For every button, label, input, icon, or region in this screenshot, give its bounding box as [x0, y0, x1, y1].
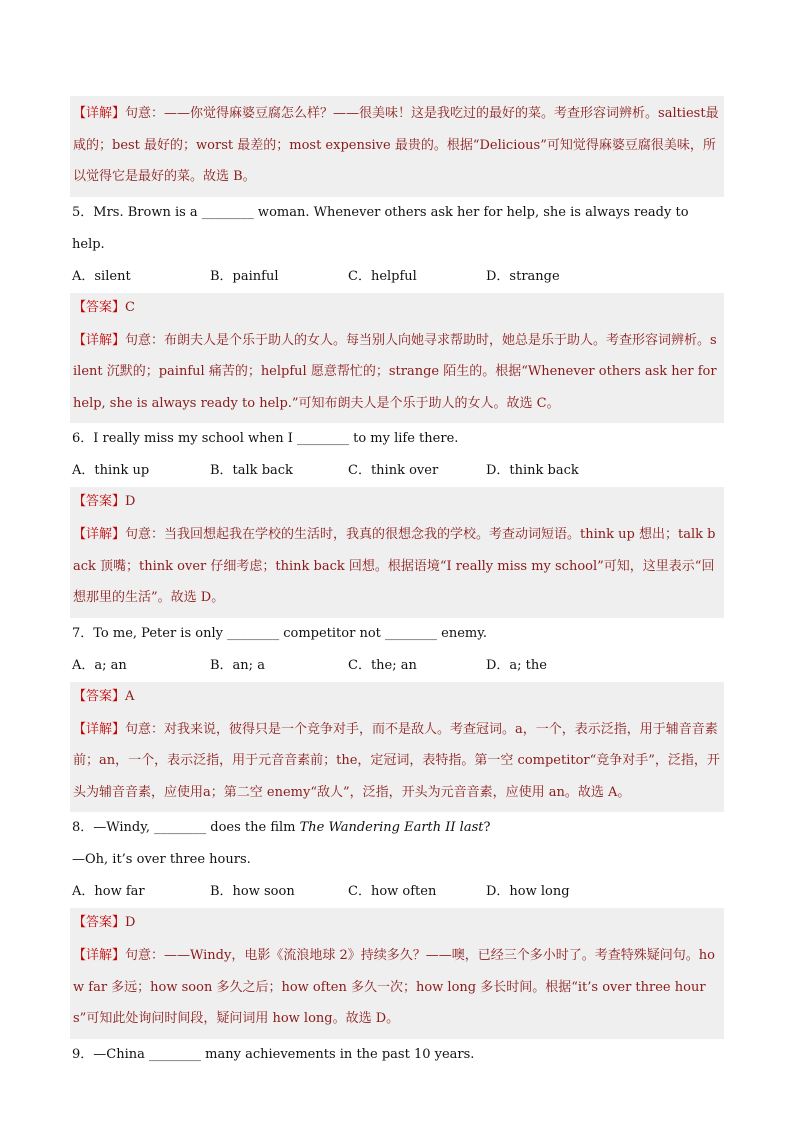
option-a: A．a; an	[72, 657, 127, 673]
question-8-stem-end: ?	[483, 820, 491, 835]
question-9-stem: 9．—China ________ many achievements in the past 10 years.	[72, 1046, 475, 1062]
answer-block-q6	[70, 487, 724, 517]
option-a: A．silent	[72, 268, 131, 284]
explanation-block-q5	[70, 323, 724, 424]
explanation-tag: 【详解】	[73, 948, 126, 963]
explanation-block-q7	[70, 712, 724, 813]
question-8-stem	[70, 812, 724, 844]
explanation-tag: 【详解】	[73, 106, 126, 121]
answer-tag: 【答案】	[73, 915, 126, 930]
answer-tag: 【答案】	[73, 688, 126, 704]
answer-block-q5	[70, 293, 724, 323]
question-8-reply: —Oh, it’s over three hours.	[72, 852, 251, 867]
explanation-text: 句意：——你觉得麻婆豆腐怎么样？——很美味！这是我吃过的最好的菜。考查形容词辨析。saltiest最咸的；best 最好的；worst 最差的；most expensive 最贵的。根据“Delicious”可知觉得麻婆豆腐很美味，所以觉得它是最好的菜。故选 B。	[73, 106, 719, 184]
question-8-options	[70, 876, 724, 908]
option-c: C．the; an	[348, 657, 417, 673]
option-a: A．think up	[72, 463, 150, 478]
answer-value: C	[125, 299, 135, 315]
explanation-tag: 【详解】	[73, 332, 126, 348]
explanation-text: 句意：对我来说，彼得只是一个竞争对手，而不是敌人。考查冠词。a，一个，表示泛指，用于辅音音素前；an，一个，表示泛指，用于元音音素前；the，定冠词，表特指。第一空 competitor“竞争对手”，泛指，开头为辅音音素，应使用a；第二空 enemy“敌人”，泛指，开头为元音音素，应使用 an。故选 A。	[73, 721, 720, 800]
explanation-block-q6	[70, 517, 724, 618]
explanation-block-q4	[70, 96, 724, 197]
explanation-text: 句意：布朗夫人是个乐于助人的女人。每当别人向她寻求帮助时，她总是乐于助人。考查形容词辨析。silent 沉默的；painful 痛苦的；helpful 愿意帮忙的；strange 陌生的。根据“Whenever others ask her for help, she is always ready to help.”可知布朗夫人是个乐于助人的女人。故选 C。	[73, 332, 717, 411]
option-b: B．how soon	[210, 884, 295, 899]
question-6-stem: 6．I really miss my school when I ________ to my life there.	[72, 431, 459, 446]
option-b: B．painful	[210, 268, 279, 284]
answer-block-q8	[70, 908, 724, 938]
explanation-text: 句意：当我回想起我在学校的生活时，我真的很想念我的学校。考查动词短语。think up 想出；talk back 顶嘴；think over 仔细考虑；think back 回想。根据语境“I really miss my school”可知，这里表示“回想那里的生活”。故选 D。	[73, 527, 716, 605]
question-7-stem: 7．To me, Peter is only ________ competitor not ________ enemy.	[72, 625, 487, 641]
answer-value: A	[125, 688, 135, 704]
answer-tag: 【答案】	[73, 494, 126, 509]
film-title: The Wandering Earth II last	[299, 820, 484, 835]
option-a: A．how far	[72, 884, 145, 899]
option-c: C．how often	[348, 884, 437, 899]
answer-tag: 【答案】	[73, 299, 126, 315]
option-d: D．strange	[486, 268, 560, 284]
option-d: D．a; the	[486, 657, 547, 673]
option-c: C．think over	[348, 463, 439, 478]
answer-block-q7	[70, 682, 724, 712]
question-7-options	[70, 650, 724, 682]
explanation-text: 句意：——Windy，电影《流浪地球 2》持续多久？——噢，已经三个多小时了。考查特殊疑问句。how far 多远；how soon 多久之后；how often 多久一次；how long 多长时间。根据“it’s over three hours”可知此处询问时间段，疑问词用 how long。故选 D。	[73, 948, 715, 1026]
option-d: D．how long	[486, 884, 570, 899]
answer-value: D	[125, 494, 136, 509]
explanation-tag: 【详解】	[73, 527, 126, 542]
explanation-block-q8	[70, 938, 724, 1039]
question-6-options	[70, 455, 724, 487]
option-d: D．think back	[486, 463, 579, 478]
explanation-tag: 【详解】	[73, 721, 126, 737]
question-8-stem-start: 8．—Windy, ________ does the film	[72, 820, 300, 835]
document-page	[70, 96, 724, 1071]
question-5-stem: 5．Mrs. Brown is a ________ woman. Whenever others ask her for help, she is always ready to help.	[72, 204, 689, 252]
option-c: C．helpful	[348, 268, 417, 284]
question-5-options	[70, 261, 724, 293]
answer-value: D	[125, 915, 136, 930]
option-b: B．an; a	[210, 657, 265, 673]
option-b: B．talk back	[210, 463, 293, 478]
